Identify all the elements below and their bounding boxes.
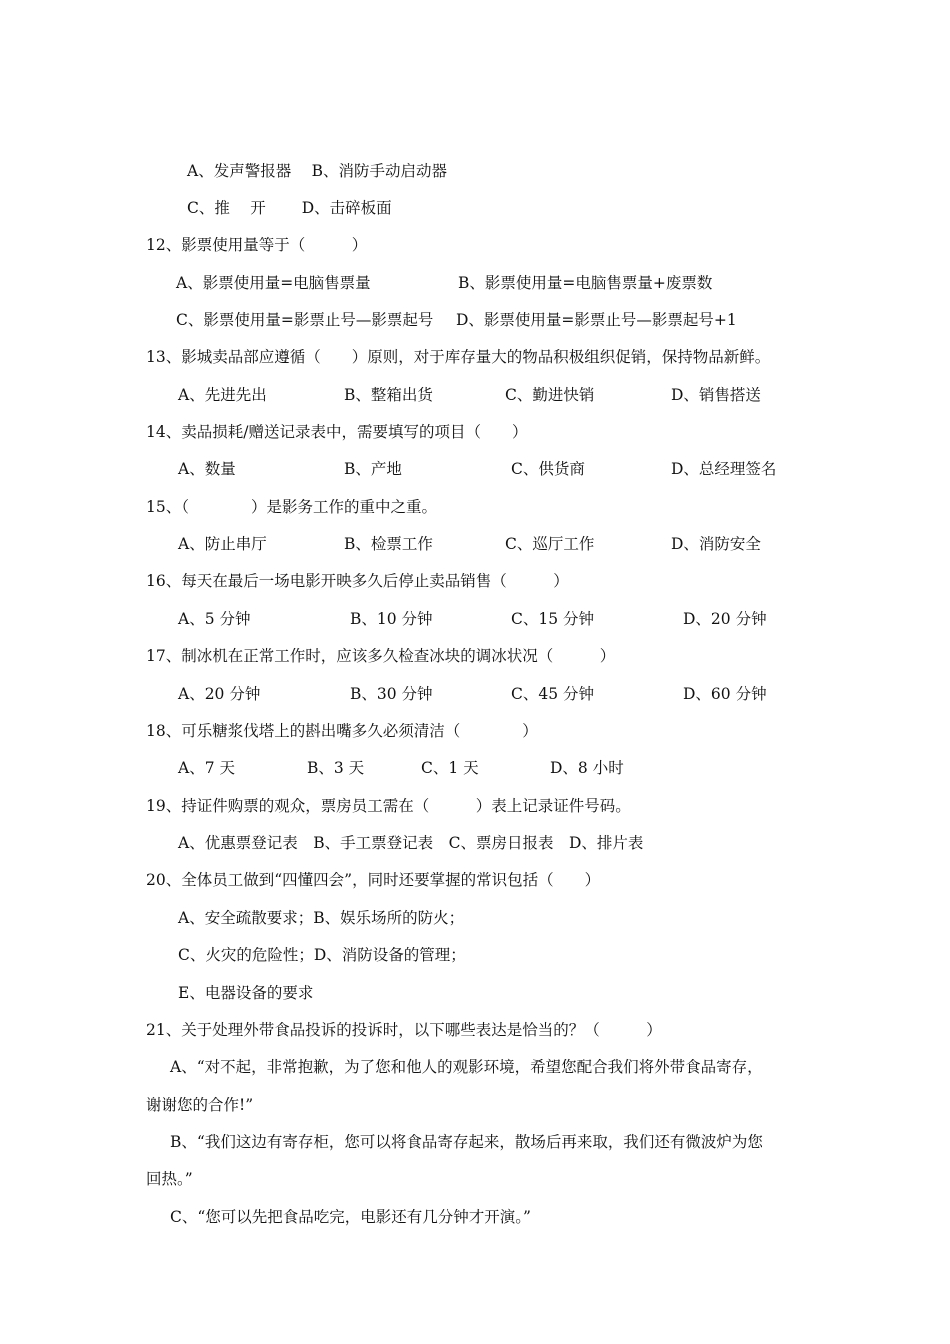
q17-option-a: A、20 分钟 <box>178 685 261 703</box>
q18-option-d: D、8 小时 <box>550 759 624 777</box>
q14-option-b: B、产地 <box>344 460 402 478</box>
q15-option-d: D、消防安全 <box>671 535 761 553</box>
q13-option-b: B、整箱出货 <box>344 386 433 404</box>
q14-option-d: D、总经理签名 <box>671 460 777 478</box>
q21-option-a-line1: A、“对不起，非常抱歉，为了您和他人的观影环境，希望您配合我们将外带食品寄存， <box>170 1058 763 1076</box>
q20-options-ab: A、安全疏散要求；B、娱乐场所的防火； <box>178 909 465 927</box>
q12-stem: 12、影票使用量等于（ ） <box>146 236 368 254</box>
q15-stem: 15、（ ）是影务工作的重中之重。 <box>146 498 437 516</box>
q21-option-b-line2: 回热。” <box>146 1170 193 1188</box>
q12-option-d: D、影票使用量=影票止号—影票起号+1 <box>456 311 737 329</box>
q21-option-c: C、“您可以先把食品吃完，电影还有几分钟才开演。” <box>170 1208 531 1226</box>
q19-options: A、优惠票登记表 B、手工票登记表 C、票房日报表 D、排片表 <box>178 834 644 852</box>
q17-stem: 17、制冰机在正常工作时，应该多久检查冰块的调冰状况（ ） <box>146 647 616 665</box>
q14-option-c: C、供货商 <box>511 460 585 478</box>
q13-option-c: C、勤进快销 <box>505 386 595 404</box>
q20-option-e: E、电器设备的要求 <box>178 984 314 1002</box>
q21-option-b-line1: B、“我们这边有寄存柜，您可以将食品寄存起来，散场后再来取，我们还有微波炉为您 <box>170 1133 763 1151</box>
q17-option-d: D、60 分钟 <box>683 685 767 703</box>
q14-option-a: A、数量 <box>178 460 236 478</box>
q17-option-c: C、45 分钟 <box>511 685 595 703</box>
q14-stem: 14、卖品损耗/赠送记录表中，需要填写的项目（ ） <box>146 423 528 441</box>
q20-stem: 20、全体员工做到“四懂四会”，同时还要掌握的常识包括（ ） <box>146 871 601 889</box>
q12-option-b: B、影票使用量=电脑售票量+废票数 <box>458 274 713 292</box>
q13-option-a: A、先进先出 <box>178 386 267 404</box>
q16-option-b: B、10 分钟 <box>350 610 433 628</box>
q17-option-b: B、30 分钟 <box>350 685 433 703</box>
q18-option-c: C、1 天 <box>421 759 479 777</box>
q16-option-c: C、15 分钟 <box>511 610 595 628</box>
q16-stem: 16、每天在最后一场电影开映多久后停止卖品销售（ ） <box>146 572 569 590</box>
q11-options-ab: A、发声警报器 B、消防手动启动器 <box>187 162 448 180</box>
q20-options-cd: C、火灾的危险性；D、消防设备的管理； <box>178 946 466 964</box>
q19-stem: 19、持证件购票的观众，票房员工需在（ ）表上记录证件号码。 <box>146 797 631 815</box>
q11-options-cd: C、推 开 D、击碎板面 <box>187 199 392 217</box>
q16-option-a: A、5 分钟 <box>178 610 251 628</box>
q15-option-b: B、检票工作 <box>344 535 433 553</box>
q21-stem: 21、关于处理外带食品投诉的投诉时，以下哪些表达是恰当的？（ ） <box>146 1021 662 1039</box>
q13-stem: 13、影城卖品部应遵循（ ）原则，对于库存量大的物品积极组织促销，保持物品新鲜。 <box>146 348 771 366</box>
q21-option-a-line2: 谢谢您的合作!” <box>146 1096 254 1114</box>
q12-option-a: A、影票使用量=电脑售票量 <box>176 274 371 292</box>
q16-option-d: D、20 分钟 <box>683 610 767 628</box>
q18-option-a: A、7 天 <box>178 759 235 777</box>
q18-option-b: B、3 天 <box>307 759 365 777</box>
q18-stem: 18、可乐糖浆伐塔上的斟出嘴多久必须清洁（ ） <box>146 722 538 740</box>
q13-option-d: D、销售搭送 <box>671 386 761 404</box>
q15-option-a: A、防止串厅 <box>178 535 267 553</box>
q12-option-c: C、影票使用量=影票止号—影票起号 <box>176 311 434 329</box>
q15-option-c: C、巡厅工作 <box>505 535 595 553</box>
